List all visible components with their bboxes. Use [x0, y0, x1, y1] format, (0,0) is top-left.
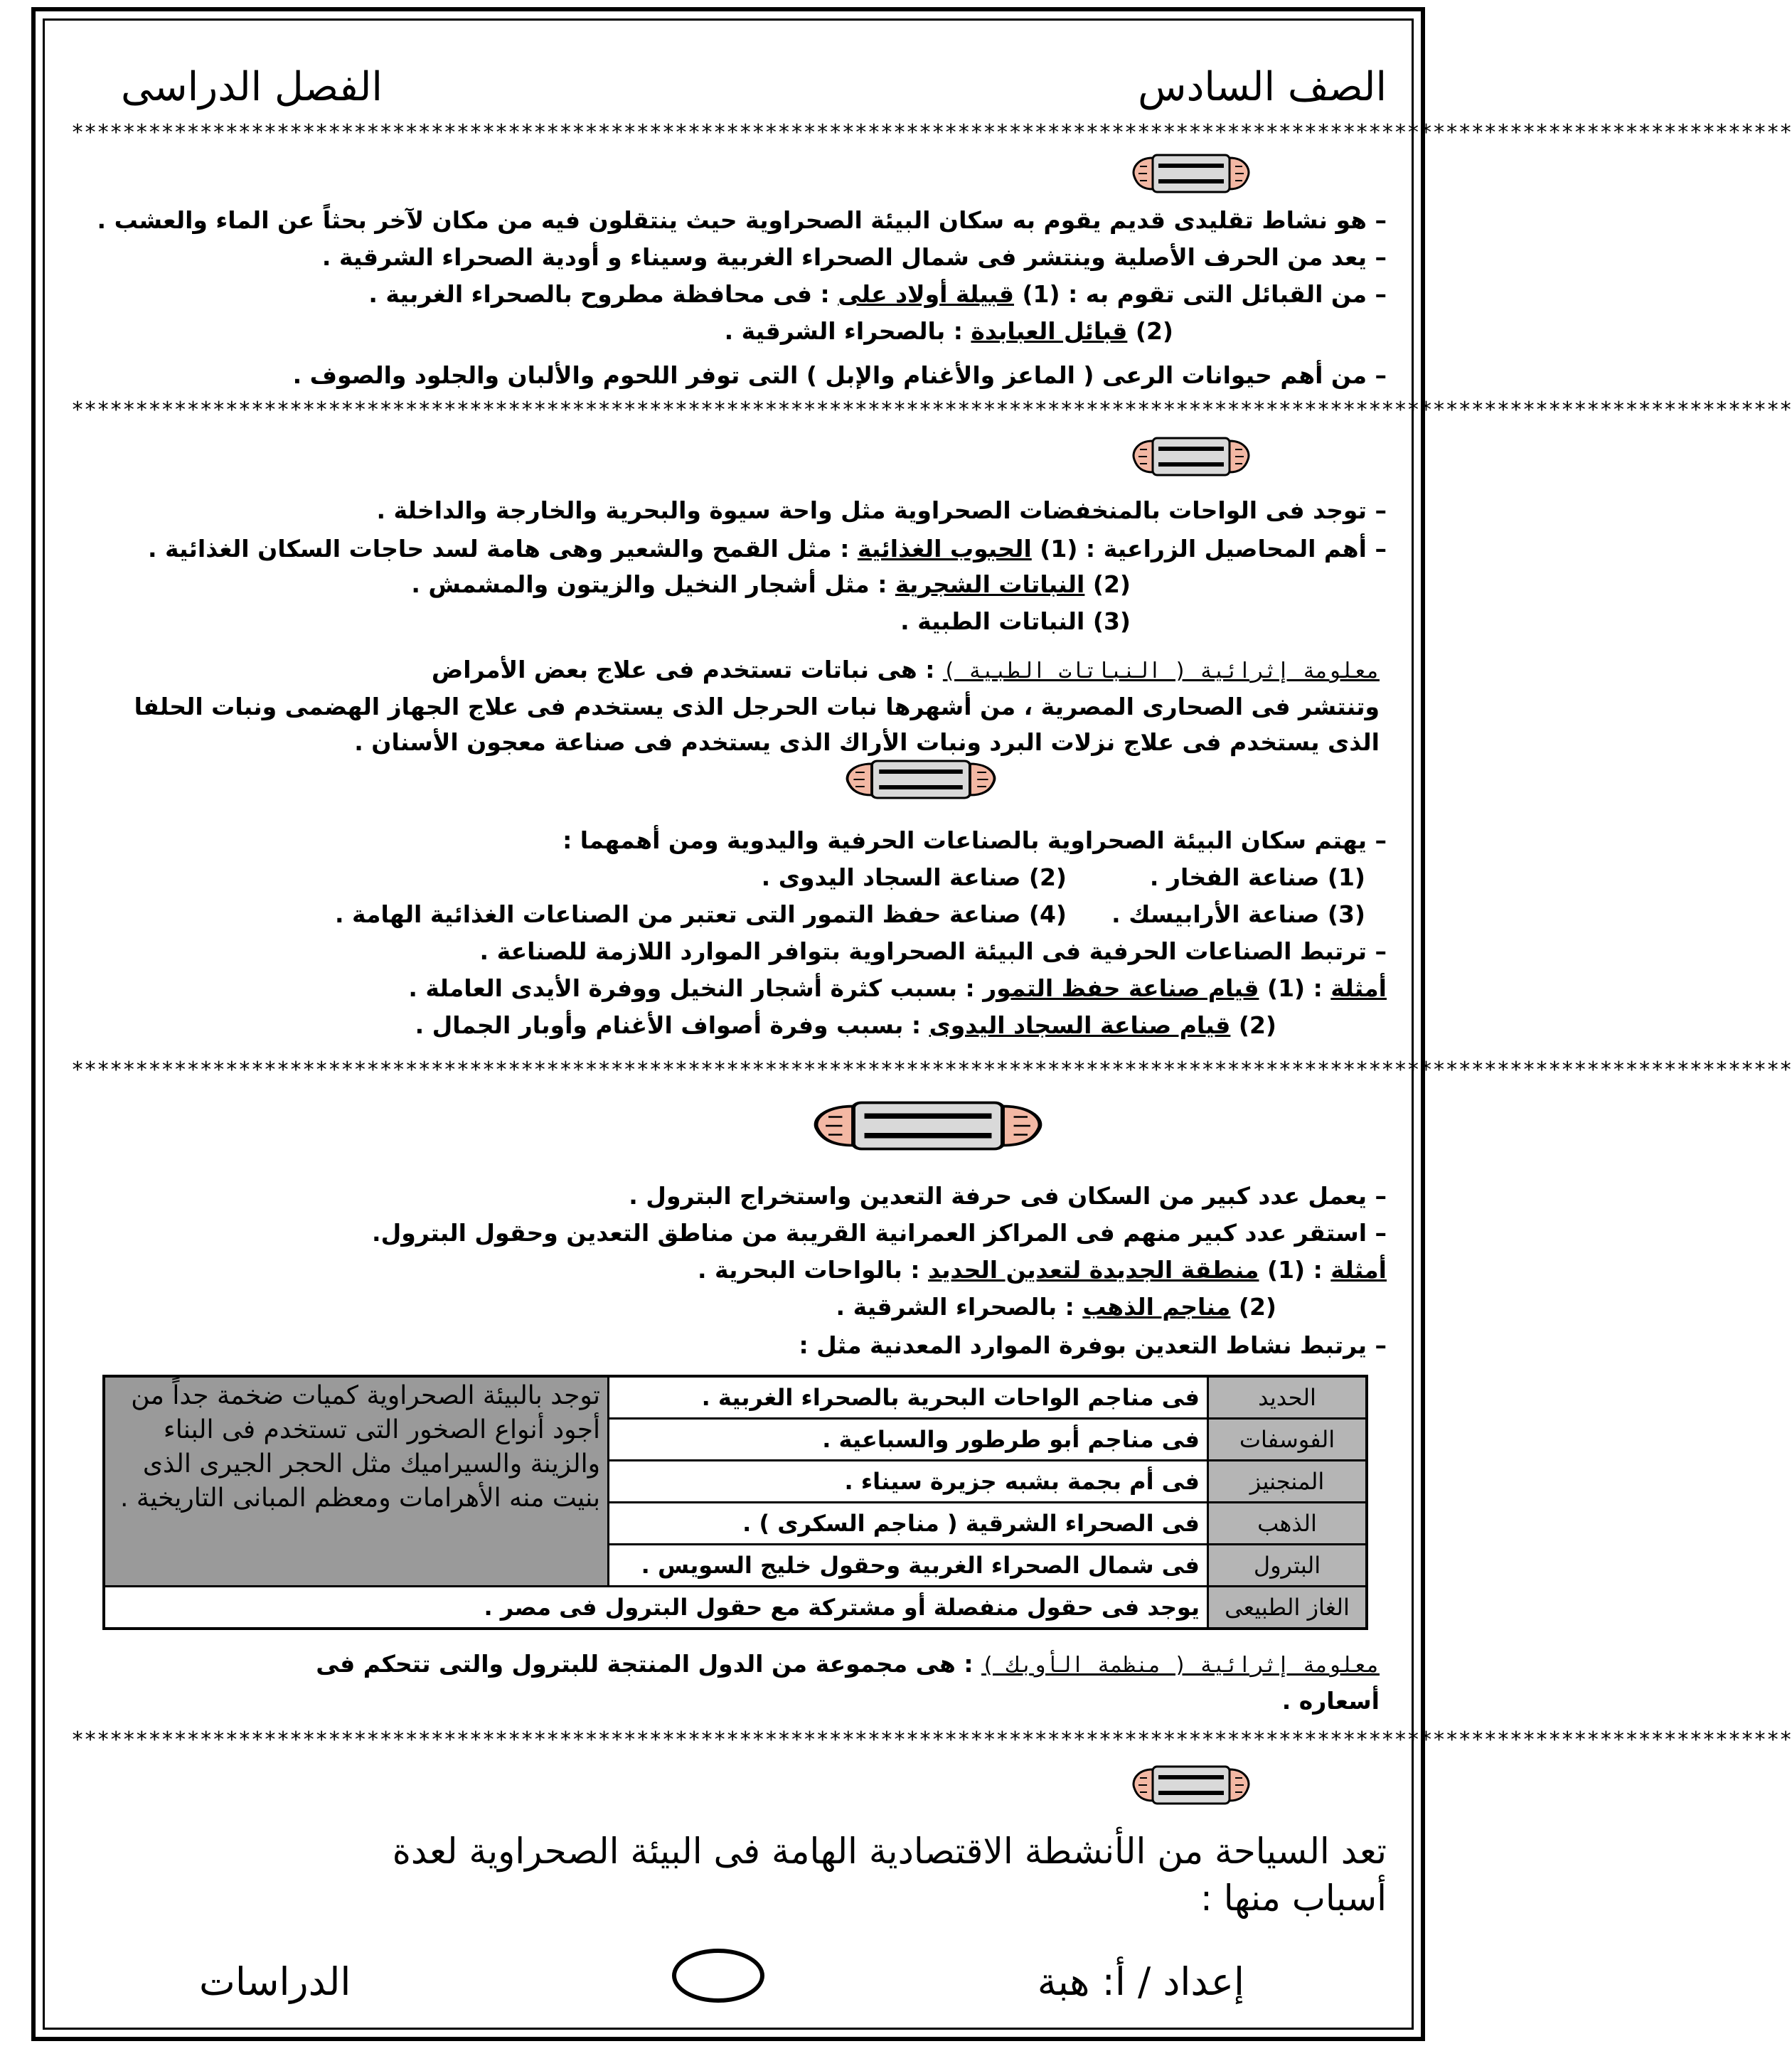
- mineral-location: فى مناجم أبو طرطور والسباعية .: [609, 1419, 1208, 1461]
- mineral-location: فى الصحراء الشرقية ( مناجم السكرى ) .: [609, 1503, 1208, 1545]
- text-line: وتنتشر فى الصحارى المصرية ، من أشهرها نبات الحرجل الذى يستخدم فى علاج الجهاز الهضمى ونبات الحلفا: [134, 693, 1380, 720]
- divider: **************************************************************************************************************************************: [71, 120, 1792, 145]
- text-line: – يهتم سكان البيئة الصحراوية بالصناعات الحرفية واليدوية ومن أهمهما :: [562, 826, 1387, 854]
- text-line: – من أهم حيوانات الرعى ( الماعز والأغنام والإبل ) التى توفر اللحوم والألبان والجلود والصوف .: [292, 361, 1387, 389]
- mineral-name: البترول: [1208, 1545, 1367, 1587]
- text-line: – هو نشاط تقليدى قديم يقوم به سكان البيئة الصحراوية حيث ينتقلون فيه من مكان لآخر بحثاً عن الماء والعشب .: [97, 206, 1387, 234]
- crops-line: – أهم المحاصيل الزراعية : (1) الحبوب الغذائية : مثل القمح والشعير وهى هامة لسد حاجات السكان الغذائية .: [147, 535, 1387, 563]
- subject-label: الدراسات: [199, 1959, 351, 2004]
- text-line: أسعاره .: [1281, 1687, 1380, 1715]
- mineral-location: فى شمال الصحراء الغربية وحقول خليج السويس .: [609, 1545, 1208, 1587]
- examples-line-2: (2) مناجم الذهب : بالصحراء الشرقية .: [836, 1293, 1276, 1321]
- rocks-note: توجد بالبيئة الصحراوية كميات ضخمة جداً من أجود أنواع الصخور التى تستخدم فى البناء والزينة والسيراميك مثل الحجر الجيرى الذى بنيت منه الأهرامات ومعظم المبانى التاريخية .: [104, 1376, 609, 1587]
- page-number-badge: [672, 1949, 764, 2003]
- crops-line-3: (3) النباتات الطبية .: [900, 607, 1131, 635]
- mineral-name: المنجنيز: [1208, 1461, 1367, 1503]
- text-line: – ترتبط الصناعات الحرفية فى البيئة الصحراوية بتوافر الموارد اللازمة للصناعة .: [479, 937, 1387, 965]
- worksheet-page: [71, 43, 1792, 2020]
- mineral-location: فى مناجم الواحات البحرية بالصحراء الغربية .: [609, 1376, 1208, 1419]
- crops-line-2: (2) النباتات الشجرية : مثل أشجار النخيل والزيتون والمشمش .: [411, 570, 1131, 598]
- banner-icon: [1127, 1759, 1255, 1811]
- industry-item: (4) صناعة حفظ التمور التى تعتبر من الصناعات الغذائية الهامة .: [335, 900, 1067, 928]
- term-title: الفصل الدراسى: [121, 64, 383, 110]
- grade-title: الصف السادس: [1138, 64, 1387, 110]
- mineral-resources-table: [102, 1375, 1368, 1630]
- text-line: – توجد فى الواحات بالمنخفضات الصحراوية مثل واحة سيوة والبحرية والخارجة والداخلة .: [376, 496, 1387, 524]
- mineral-name: الحديد: [1208, 1376, 1367, 1419]
- mineral-location: فى أم بجمة بشبه جزيرة سيناء .: [609, 1461, 1208, 1503]
- banner-icon: [1127, 148, 1255, 199]
- extra-info-plants: معلومة إثرائية ( النباتات الطبية ) : هى نباتات تستخدم فى علاج بعض الأمراض: [431, 656, 1380, 683]
- examples-line-2: (2) قيام صناعة السجاد اليدوى : بسبب وفرة أصواف الأغنام وأوبار الجمال .: [415, 1011, 1276, 1039]
- text-line: الذى يستخدم فى علاج نزلات البرد ونبات الأراك الذى يستخدم فى صناعة معجون الأسنان .: [354, 728, 1380, 756]
- text-line: – استقر عدد كبير منهم فى المراكز العمرانية القريبة من مناطق التعدين وحقول البترول.: [372, 1219, 1387, 1247]
- mineral-name: الغاز الطبيعى: [1208, 1587, 1367, 1629]
- table-row: [104, 1376, 1367, 1419]
- text-line: – يرتبط نشاط التعدين بوفرة الموارد المعدنية مثل :: [799, 1331, 1387, 1359]
- industry-item: (2) صناعة السجاد اليدوى .: [761, 863, 1067, 891]
- tribes-line: – من القبائل التى تقوم به : (1) قبيلة أولاد على : فى محافظة مطروح بالصحراء الغربية .: [368, 280, 1387, 308]
- tourism-line: أسباب منها :: [1200, 1878, 1387, 1919]
- author-label: إعداد / أ: هبة: [1037, 1959, 1244, 2004]
- divider: **************************************************************************************************************************************: [71, 1058, 1792, 1082]
- text-line: – يعمل عدد كبير من السكان فى حرفة التعدين واستخراج البترول .: [629, 1182, 1387, 1210]
- text-line: – يعد من الحرف الأصلية وينتشر فى شمال الصحراء الغربية وسيناء و أودية الصحراء الشرقية .: [321, 243, 1387, 271]
- banner-icon: [839, 754, 1003, 805]
- tourism-line: تعد السياحة من الأنشطة الاقتصادية الهامة فى البيئة الصحراوية لعدة: [392, 1831, 1387, 1872]
- tribes-line-2: (2) قبائل العبابدة : بالصحراء الشرقية .: [724, 317, 1173, 345]
- industry-item: (3) صناعة الأرابيسك .: [1111, 900, 1365, 928]
- banner-icon: [1127, 431, 1255, 482]
- mineral-name: الفوسفات: [1208, 1419, 1367, 1461]
- industry-item: (1) صناعة الفخار .: [1149, 863, 1365, 891]
- divider: **************************************************************************************************************************************: [71, 1727, 1792, 1752]
- gas-location: يوجد فى حقول منفصلة أو مشتركة مع حقول البترول فى مصر .: [104, 1587, 1208, 1629]
- banner-icon: [804, 1094, 1052, 1158]
- divider: **************************************************************************************************************************************: [71, 398, 1792, 422]
- examples-line: أمثلة : (1) منطقة الجديدة لتعدين الحديد : بالواحات البحرية .: [697, 1256, 1387, 1284]
- extra-info-opec: معلومة إثرائية ( منظمة الأوبك ) : هى مجموعة من الدول المنتجة للبترول والتى تتحكم فى: [316, 1650, 1380, 1678]
- table-row: [104, 1587, 1367, 1629]
- mineral-name: الذهب: [1208, 1503, 1367, 1545]
- examples-line: أمثلة : (1) قيام صناعة حفظ التمور : بسبب كثرة أشجار النخيل ووفرة الأيدى العاملة .: [408, 974, 1387, 1002]
